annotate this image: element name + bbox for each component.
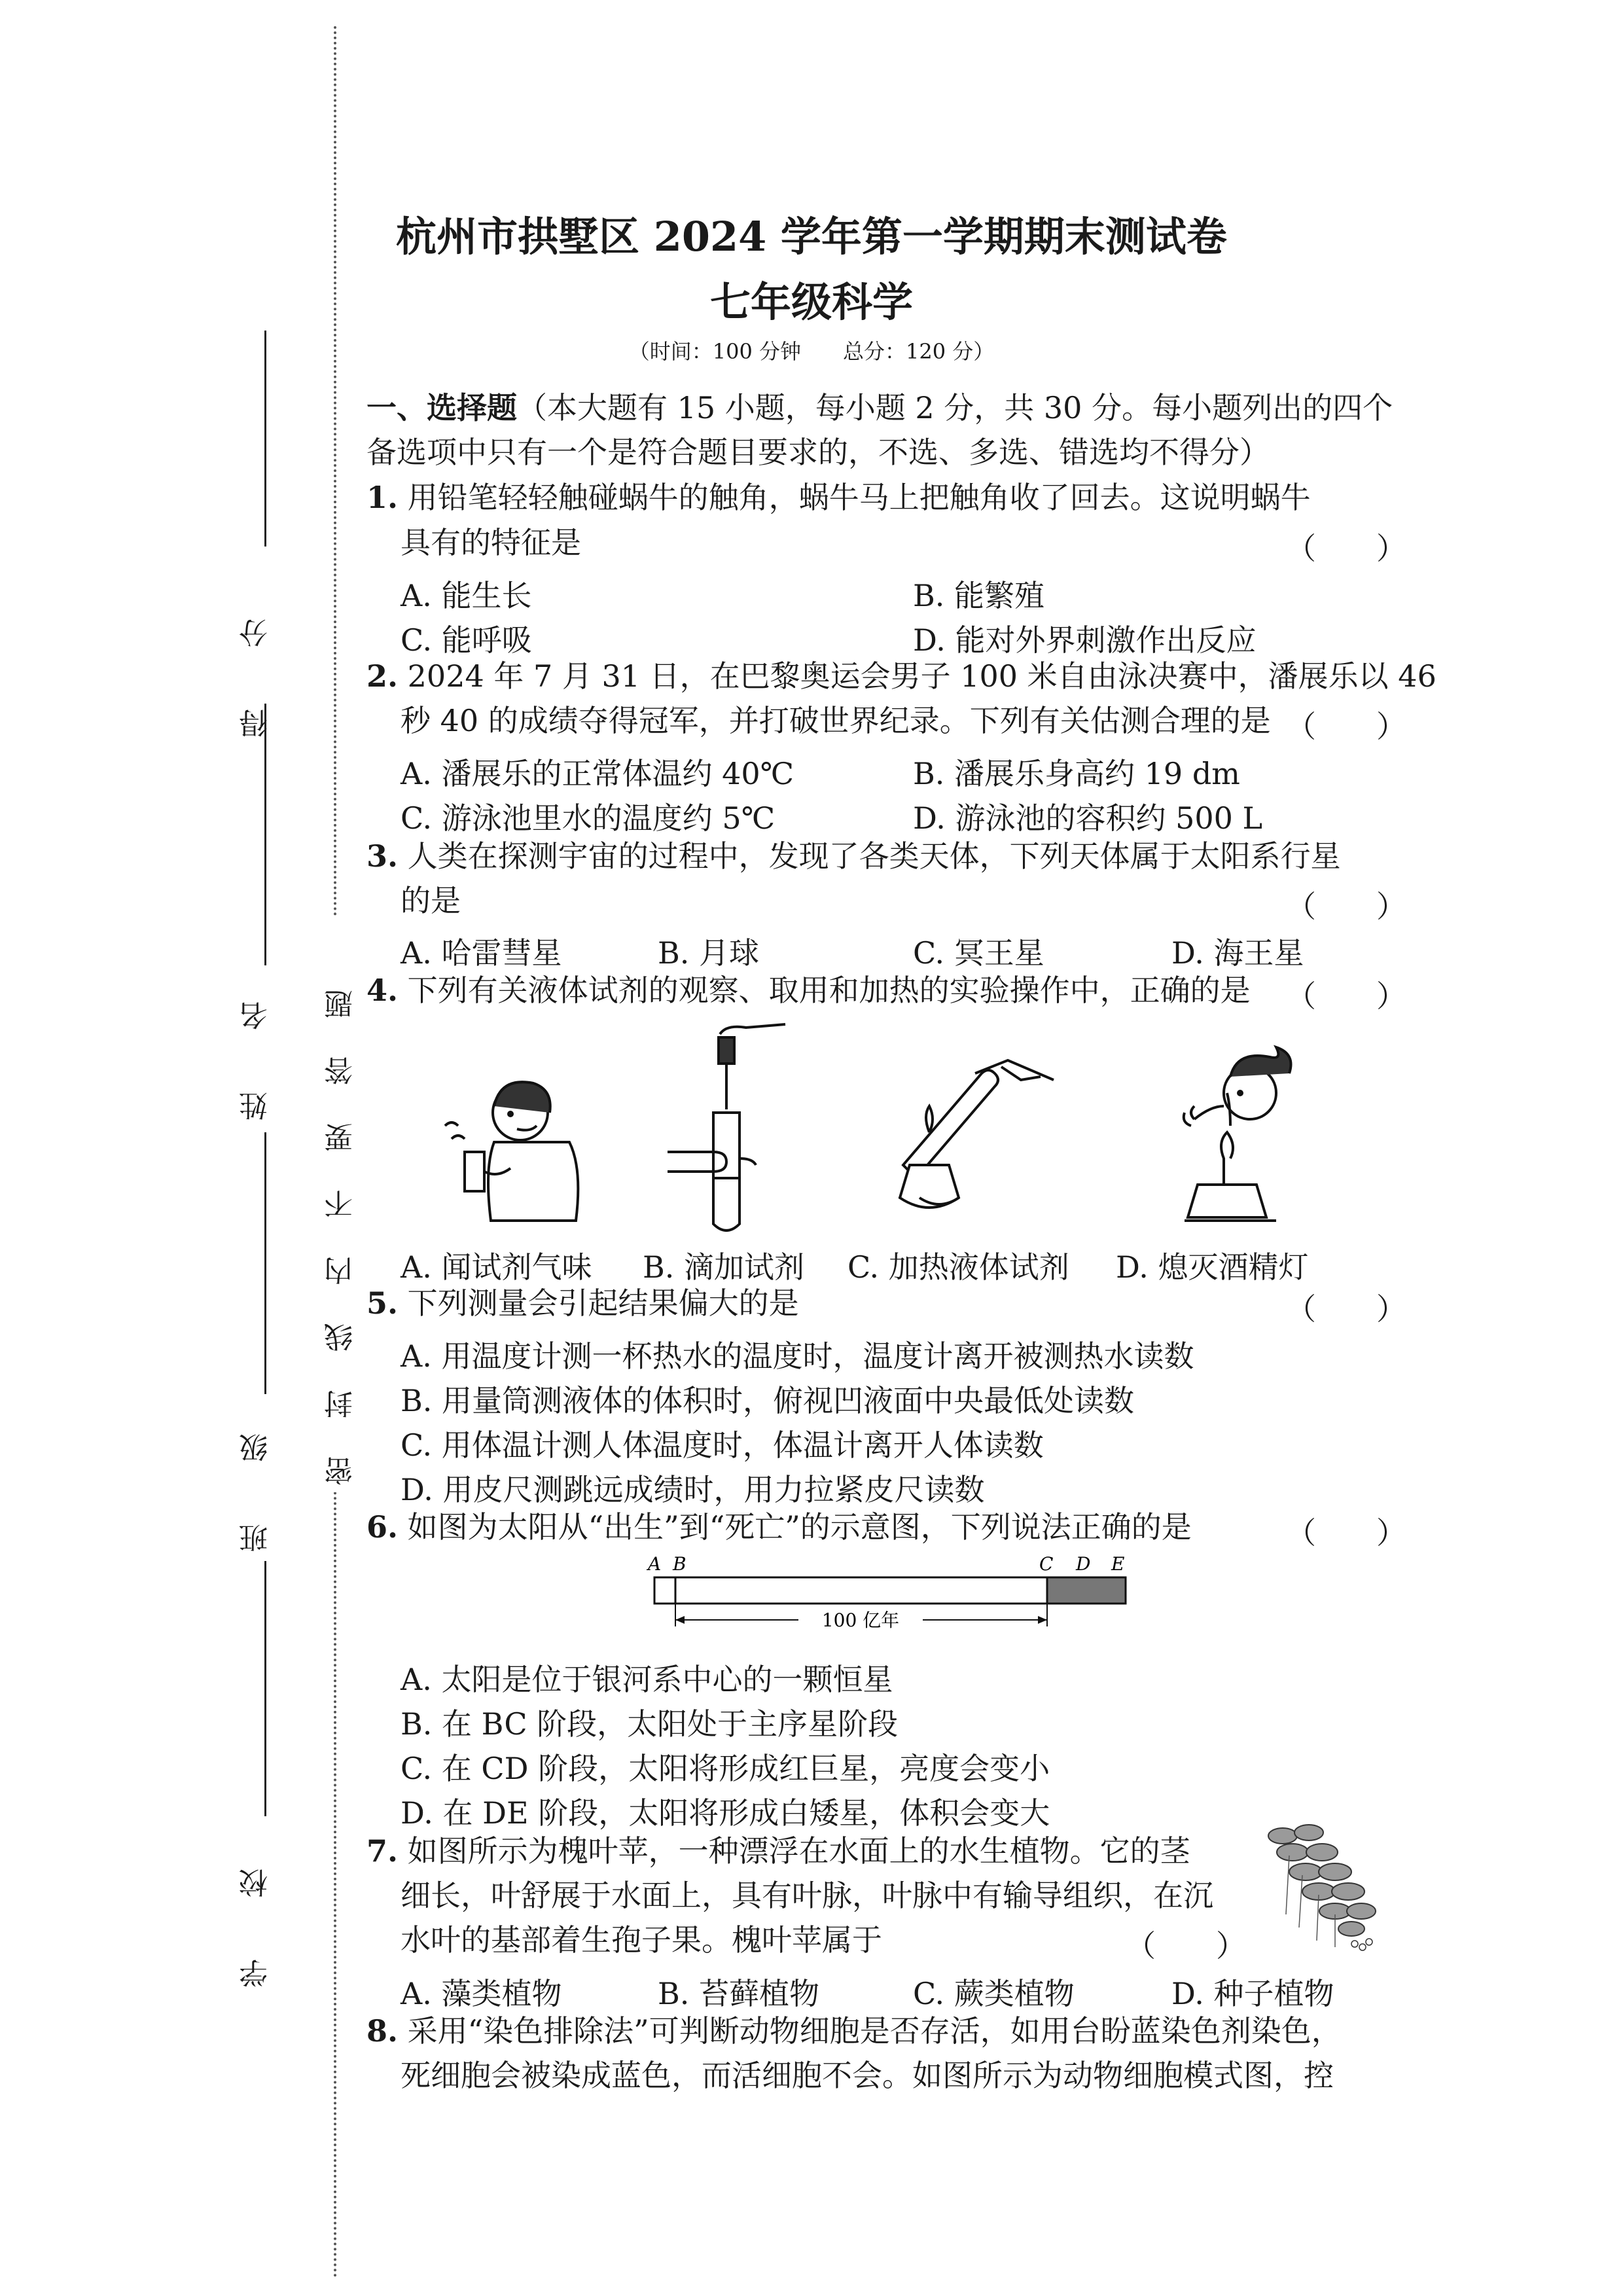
q7-line1: 7. 如图所示为槐叶苹，一种漂浮在水面上的水生植物。它的茎 xyxy=(366,1833,1190,1869)
diagram-bar-late xyxy=(1047,1577,1126,1604)
q1-option-a[interactable]: A. 能生长 xyxy=(401,578,532,613)
q1-number: 1. xyxy=(366,480,399,515)
q3-option-c[interactable]: C. 冥王星 xyxy=(913,935,1044,971)
page-subtitle: 七年级科学 xyxy=(709,278,913,326)
q4-number: 4. xyxy=(366,973,399,1008)
q7-option-c[interactable]: C. 蕨类植物 xyxy=(913,1976,1075,2011)
q7-option-b[interactable]: B. 苔藓植物 xyxy=(658,1976,820,2011)
section-intro-line1: （本大题有 15 小题，每小题 2 分，共 30 分。每小题列出的四个 xyxy=(517,390,1393,425)
q2-line2: 秒 40 的成绩夺得冠军，并打破世界纪录。下列有关估测合理的是 xyxy=(401,703,1271,738)
q7-option-a[interactable]: A. 藻类植物 xyxy=(401,1976,562,2011)
q5-line1: 5. 下列测量会引起结果偏大的是 xyxy=(366,1285,799,1321)
q7-number: 7. xyxy=(366,1833,399,1869)
q2-option-c[interactable]: C. 游泳池里水的温度约 5℃ xyxy=(401,800,776,836)
diagram-duration-label: 100 亿年 xyxy=(821,1609,900,1631)
salvinia-plant-image xyxy=(1257,1816,1387,1960)
q3-answer-blank[interactable]: （ ） xyxy=(1286,889,1406,924)
q3-line1: 3. 人类在探测宇宙的过程中，发现了各类天体，下列天体属于太阳系行星 xyxy=(366,838,1341,874)
sun-lifecycle-diagram xyxy=(628,1548,1139,1646)
q5-option-b[interactable]: B. 用量筒测液体的体积时，俯视凹液面中央最低处读数 xyxy=(401,1383,1135,1418)
q2-option-b[interactable]: B. 潘展乐身高约 19 dm xyxy=(913,756,1240,791)
q1-line2: 具有的特征是 xyxy=(401,525,581,560)
q6-option-d[interactable]: D. 在 DE 阶段，太阳将形成白矮星，体积会变大 xyxy=(401,1795,1050,1831)
q7-line3: 水叶的基部着生孢子果。槐叶苹属于 xyxy=(401,1922,882,1958)
q3-line2: 的是 xyxy=(401,883,461,918)
q3-option-b[interactable]: B. 月球 xyxy=(658,935,760,971)
q5-option-d[interactable]: D. 用皮尺测跳远成绩时，用力拉紧皮尺读数 xyxy=(401,1472,985,1507)
q6-option-a[interactable]: A. 太阳是位于银河系中心的一颗恒星 xyxy=(401,1662,893,1697)
class-line xyxy=(264,1561,266,1816)
q1-option-d[interactable]: D. 能对外界刺激作出反应 xyxy=(913,622,1257,658)
q6-line1: 6. 如图为太阳从“出生”到“死亡”的示意图，下列说法正确的是 xyxy=(366,1509,1192,1545)
q7-option-d[interactable]: D. 种子植物 xyxy=(1171,1976,1334,2011)
q5-option-a[interactable]: A. 用温度计测一杯热水的温度时，温度计离开被测热水读数 xyxy=(401,1338,1194,1374)
section-heading-line1 xyxy=(366,390,1393,425)
q5-answer-blank[interactable]: （ ） xyxy=(1286,1291,1406,1327)
q2-answer-blank[interactable]: （ ） xyxy=(1286,709,1406,744)
q8-line1: 8. 采用“染色排除法”可判断动物细胞是否存活，如用台盼蓝染色剂染色， xyxy=(366,2013,1342,2049)
q8-number: 8. xyxy=(366,2013,399,2049)
diagram-label-e: E xyxy=(1111,1553,1125,1575)
diagram-label-c: C xyxy=(1039,1553,1054,1575)
score-label: 得 分 xyxy=(240,592,273,738)
section-intro-line2: 备选项中只有一个是符合题目要求的，不选、多选、错选均不得分） xyxy=(366,435,1270,470)
q3-option-d[interactable]: D. 海王星 xyxy=(1171,935,1304,971)
q3-number: 3. xyxy=(366,838,399,874)
diagram-label-b: B xyxy=(673,1553,687,1575)
page-title: 杭州市拱墅区 2024 学年第一学期期末测试卷 xyxy=(396,213,1227,260)
illustration-heat-liquid xyxy=(870,1034,1067,1230)
q3-option-a[interactable]: A. 哈雷彗星 xyxy=(401,935,562,971)
q7-line2: 细长，叶舒展于水面上，具有叶脉，叶脉中有输导组织，在沉 xyxy=(401,1878,1213,1913)
q6-answer-blank[interactable]: （ ） xyxy=(1286,1515,1406,1551)
q2-line1: 2. 2024 年 7 月 31 日，在巴黎奥运会男子 100 米自由泳决赛中，潘展乐以 46 xyxy=(366,658,1436,694)
name-line xyxy=(264,1132,266,1394)
q6-option-b[interactable]: B. 在 BC 阶段，太阳处于主序星阶段 xyxy=(401,1706,899,1742)
school-label: 学 校 xyxy=(240,1842,273,1988)
q1-answer-blank[interactable]: （ ） xyxy=(1286,531,1406,566)
q2-option-d[interactable]: D. 游泳池的容积约 500 L xyxy=(913,800,1263,836)
q4-option-d[interactable]: D. 熄灭酒精灯 xyxy=(1116,1249,1309,1285)
diagram-label-a: A xyxy=(648,1553,662,1575)
score-line-2 xyxy=(264,704,266,965)
q2-number: 2. xyxy=(366,658,399,694)
binding-dotted-line-top xyxy=(334,26,336,916)
q6-option-c[interactable]: C. 在 CD 阶段，太阳将形成红巨星，亮度会变小 xyxy=(401,1751,1050,1786)
illustration-drop-reagent xyxy=(661,1021,805,1237)
binding-warning: 密 封 线 内 不 要 答 题 xyxy=(321,969,363,1492)
q1-option-c[interactable]: C. 能呼吸 xyxy=(401,622,532,658)
q4-option-c[interactable]: C. 加热液体试剂 xyxy=(847,1249,1069,1285)
q7-answer-blank[interactable]: （ ） xyxy=(1126,1928,1246,1964)
q1-line1: 1. 用铅笔轻轻触碰蜗牛的触角，蜗牛马上把触角收了回去。这说明蜗牛 xyxy=(366,480,1311,515)
q5-number: 5. xyxy=(366,1285,399,1321)
q4-option-a[interactable]: A. 闻试剂气味 xyxy=(401,1249,592,1285)
diagram-label-d: D xyxy=(1076,1553,1091,1575)
time-info: （时间：100 分钟 总分：120 分） xyxy=(628,339,995,364)
section-heading: 一、选择题 xyxy=(366,390,517,425)
q4-option-b[interactable]: B. 滴加试剂 xyxy=(643,1249,805,1285)
class-label: 班 级 xyxy=(240,1407,273,1552)
q4-line1: 4. 下列有关液体试剂的观察、取用和加热的实验操作中，正确的是 xyxy=(366,973,1251,1008)
illustration-smell-reagent xyxy=(419,1073,602,1237)
q6-number: 6. xyxy=(366,1509,399,1545)
q1-option-b[interactable]: B. 能繁殖 xyxy=(913,578,1045,613)
q2-option-a[interactable]: A. 潘展乐的正常体温约 40℃ xyxy=(401,756,794,791)
q5-option-c[interactable]: C. 用体温计测人体温度时，体温计离开人体读数 xyxy=(401,1427,1044,1463)
q8-line2: 死细胞会被染成蓝色，而活细胞不会。如图所示为动物细胞模式图，控 xyxy=(401,2058,1334,2093)
name-label: 姓 名 xyxy=(240,975,273,1121)
binding-dotted-line-bottom xyxy=(334,1388,336,2278)
illustration-extinguish-lamp xyxy=(1158,1041,1329,1237)
q4-answer-blank[interactable]: （ ） xyxy=(1286,978,1406,1014)
diagram-bar-main xyxy=(654,1577,1047,1604)
